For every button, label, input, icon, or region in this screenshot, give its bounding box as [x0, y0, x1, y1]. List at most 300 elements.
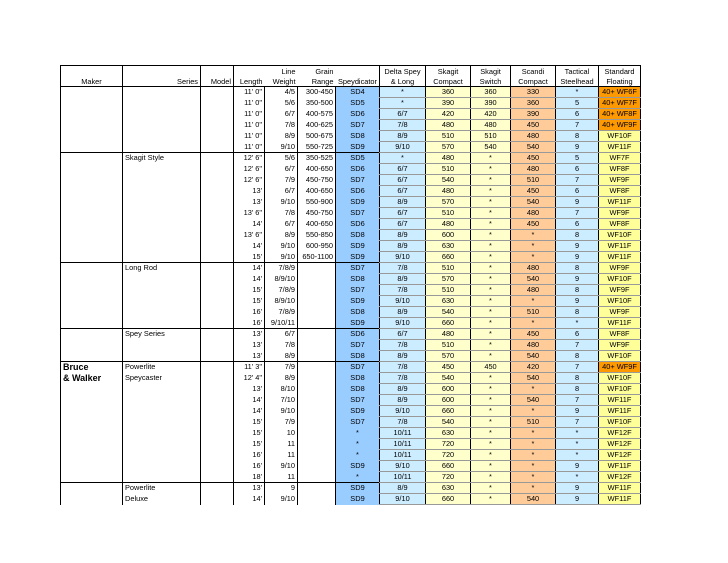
series-cell [123, 131, 201, 142]
scandi-compact-cell: 540 [511, 395, 556, 406]
header-grain-range: Range [298, 76, 336, 87]
header-scandi-compact-top: Scandi [511, 66, 556, 77]
scandi-compact-cell: 420 [511, 362, 556, 373]
speydicator-cell: SD8 [336, 351, 380, 362]
weight-cell: 8/9/10 [265, 296, 298, 307]
speydicator-cell: SD9 [336, 241, 380, 252]
delta-spey-cell: 8/9 [380, 395, 426, 406]
weight-cell: 6/7 [265, 164, 298, 175]
tactical-cell: 8 [556, 263, 599, 274]
table-row [61, 450, 641, 461]
standard-floating-cell: WF11F [599, 241, 641, 252]
weight-cell: 11 [265, 450, 298, 461]
weight-cell: 8/9/10 [265, 274, 298, 285]
scandi-compact-cell: 540 [511, 373, 556, 384]
delta-spey-cell: 10/11 [380, 450, 426, 461]
tactical-cell: 5 [556, 98, 599, 109]
skagit-compact-cell: 510 [426, 340, 471, 351]
series-cell [123, 186, 201, 197]
model-cell [201, 208, 234, 219]
length-cell: 13' [234, 186, 265, 197]
grain-cell [298, 483, 336, 494]
standard-floating-cell: WF11F [599, 142, 641, 153]
maker-cell [61, 483, 123, 494]
skagit-switch-cell: * [471, 208, 511, 219]
length-cell: 14' [234, 274, 265, 285]
table-body [61, 87, 641, 505]
speydicator-cell: SD7 [336, 395, 380, 406]
tactical-cell: 8 [556, 131, 599, 142]
table-row [61, 417, 641, 428]
scandi-compact-cell: 540 [511, 197, 556, 208]
model-cell [201, 285, 234, 296]
table-row [61, 208, 641, 219]
length-cell: 15' [234, 285, 265, 296]
model-cell [201, 98, 234, 109]
skagit-compact-cell: 570 [426, 351, 471, 362]
skagit-compact-cell: 570 [426, 142, 471, 153]
maker-cell: Bruce [61, 362, 123, 373]
standard-floating-cell: WF11F [599, 395, 641, 406]
standard-floating-cell: WF11F [599, 494, 641, 505]
model-cell [201, 362, 234, 373]
grain-cell [298, 274, 336, 285]
delta-spey-cell: * [380, 98, 426, 109]
skagit-compact-cell: 540 [426, 307, 471, 318]
header-row-2 [61, 76, 641, 87]
length-cell: 15' [234, 417, 265, 428]
tactical-cell: * [556, 450, 599, 461]
series-cell: Long Rod [123, 263, 201, 274]
series-cell [123, 87, 201, 98]
length-cell: 12' 6" [234, 153, 265, 164]
skagit-switch-cell: 480 [471, 120, 511, 131]
skagit-switch-cell: * [471, 461, 511, 472]
skagit-compact-cell: 480 [426, 329, 471, 340]
scandi-compact-cell: 330 [511, 87, 556, 98]
skagit-switch-cell: 390 [471, 98, 511, 109]
scandi-compact-cell: * [511, 296, 556, 307]
skagit-compact-cell: 600 [426, 384, 471, 395]
speydicator-cell: SD9 [336, 461, 380, 472]
header-speydicator: Speydicator [336, 76, 380, 87]
header-tactical-steelhead: Steelhead [556, 76, 599, 87]
weight-cell: 7/8 [265, 208, 298, 219]
skagit-switch-cell: * [471, 450, 511, 461]
header-delta-spey-long: & Long [380, 76, 426, 87]
speydicator-cell: SD8 [336, 274, 380, 285]
table-row [61, 439, 641, 450]
weight-cell: 9/10 [265, 241, 298, 252]
table-row [61, 219, 641, 230]
table-row [61, 483, 641, 494]
skagit-compact-cell: 390 [426, 98, 471, 109]
skagit-switch-cell: * [471, 406, 511, 417]
skagit-switch-cell: * [471, 241, 511, 252]
length-cell: 14' [234, 494, 265, 505]
skagit-switch-cell: * [471, 417, 511, 428]
table-row [61, 120, 641, 131]
series-cell: Speycaster [123, 373, 201, 384]
scandi-compact-cell: 480 [511, 340, 556, 351]
tactical-cell: * [556, 428, 599, 439]
model-cell [201, 120, 234, 131]
tactical-cell: 7 [556, 417, 599, 428]
speydicator-cell: SD7 [336, 175, 380, 186]
standard-floating-cell: WF8F [599, 329, 641, 340]
model-cell [201, 373, 234, 384]
tactical-cell: 6 [556, 186, 599, 197]
grain-cell: 400-625 [298, 120, 336, 131]
header-skagit-switch-top: Skagit [471, 66, 511, 77]
skagit-switch-cell: * [471, 285, 511, 296]
maker-cell [61, 340, 123, 351]
skagit-switch-cell: * [471, 318, 511, 329]
model-cell [201, 274, 234, 285]
series-cell: Powerlite [123, 483, 201, 494]
header-length-top [234, 66, 265, 77]
tactical-cell: 7 [556, 395, 599, 406]
header-standard-floating-top: Standard [599, 66, 641, 77]
series-cell [123, 472, 201, 483]
tactical-cell: 9 [556, 241, 599, 252]
weight-cell: 7/8 [265, 120, 298, 131]
grain-cell [298, 395, 336, 406]
series-cell [123, 241, 201, 252]
maker-cell [61, 175, 123, 186]
speydicator-cell: SD8 [336, 307, 380, 318]
table-row [61, 131, 641, 142]
delta-spey-cell: 8/9 [380, 274, 426, 285]
skagit-compact-cell: 420 [426, 109, 471, 120]
scandi-compact-cell: * [511, 428, 556, 439]
skagit-compact-cell: 510 [426, 263, 471, 274]
tactical-cell: * [556, 439, 599, 450]
scandi-compact-cell: 450 [511, 219, 556, 230]
header-maker-top [61, 66, 123, 77]
grain-cell [298, 329, 336, 340]
length-cell: 16' [234, 450, 265, 461]
standard-floating-cell: WF11F [599, 461, 641, 472]
grain-cell: 500-675 [298, 131, 336, 142]
delta-spey-cell: 8/9 [380, 241, 426, 252]
length-cell: 16' [234, 307, 265, 318]
scandi-compact-cell: 540 [511, 274, 556, 285]
standard-floating-cell: WF9F [599, 340, 641, 351]
skagit-switch-cell: * [471, 351, 511, 362]
delta-spey-cell: * [380, 153, 426, 164]
scandi-compact-cell: * [511, 406, 556, 417]
standard-floating-cell: WF9F [599, 285, 641, 296]
delta-spey-cell: 9/10 [380, 252, 426, 263]
series-cell [123, 428, 201, 439]
skagit-compact-cell: 480 [426, 120, 471, 131]
maker-cell [61, 395, 123, 406]
skagit-compact-cell: 510 [426, 164, 471, 175]
skagit-compact-cell: 630 [426, 241, 471, 252]
length-cell: 15' [234, 252, 265, 263]
length-cell: 16' [234, 461, 265, 472]
tactical-cell: 6 [556, 219, 599, 230]
model-cell [201, 131, 234, 142]
standard-floating-cell: WF11F [599, 406, 641, 417]
scandi-compact-cell: 510 [511, 307, 556, 318]
standard-floating-cell: WF10F [599, 384, 641, 395]
grain-cell: 400-575 [298, 109, 336, 120]
length-cell: 15' [234, 439, 265, 450]
delta-spey-cell: 9/10 [380, 318, 426, 329]
skagit-compact-cell: 720 [426, 439, 471, 450]
weight-cell: 10 [265, 428, 298, 439]
skagit-switch-cell: * [471, 439, 511, 450]
length-cell: 13' [234, 351, 265, 362]
maker-cell [61, 252, 123, 263]
weight-cell: 9/10/11 [265, 318, 298, 329]
grain-cell [298, 384, 336, 395]
skagit-switch-cell: * [471, 428, 511, 439]
model-cell [201, 384, 234, 395]
skagit-compact-cell: 660 [426, 461, 471, 472]
weight-cell: 9/10 [265, 252, 298, 263]
model-cell [201, 252, 234, 263]
speydicator-cell: * [336, 439, 380, 450]
header-skagit-switch: Switch [471, 76, 511, 87]
tactical-cell: 9 [556, 461, 599, 472]
header-line-weight: Weight [265, 76, 298, 87]
standard-floating-cell: WF12F [599, 450, 641, 461]
tactical-cell: 6 [556, 329, 599, 340]
weight-cell: 7/9 [265, 417, 298, 428]
delta-spey-cell: 7/8 [380, 362, 426, 373]
length-cell: 11' 0" [234, 109, 265, 120]
delta-spey-cell: 8/9 [380, 197, 426, 208]
length-cell: 14' [234, 406, 265, 417]
skagit-compact-cell: 480 [426, 186, 471, 197]
skagit-switch-cell: * [471, 252, 511, 263]
delta-spey-cell: 8/9 [380, 307, 426, 318]
grain-cell: 550-725 [298, 142, 336, 153]
tactical-cell: 7 [556, 208, 599, 219]
scandi-compact-cell: 450 [511, 186, 556, 197]
scandi-compact-cell: * [511, 252, 556, 263]
header-skagit-compact: Compact [426, 76, 471, 87]
length-cell: 14' [234, 395, 265, 406]
speydicator-cell: SD8 [336, 373, 380, 384]
skagit-compact-cell: 630 [426, 483, 471, 494]
length-cell: 14' [234, 219, 265, 230]
maker-cell [61, 241, 123, 252]
model-cell [201, 450, 234, 461]
table-row [61, 98, 641, 109]
model-cell [201, 351, 234, 362]
model-cell [201, 219, 234, 230]
grain-cell: 400-650 [298, 164, 336, 175]
length-cell: 11' 0" [234, 120, 265, 131]
weight-cell: 7/8/9 [265, 307, 298, 318]
grain-cell [298, 296, 336, 307]
skagit-switch-cell: 540 [471, 142, 511, 153]
table-row [61, 241, 641, 252]
length-cell: 12' 6" [234, 175, 265, 186]
header-standard-floating: Floating [599, 76, 641, 87]
header-series-top [123, 66, 201, 77]
grain-cell: 550-850 [298, 230, 336, 241]
table-row [61, 142, 641, 153]
weight-cell: 8/9 [265, 351, 298, 362]
length-cell: 12' 4" [234, 373, 265, 384]
standard-floating-cell: 40+ WF9F [599, 362, 641, 373]
weight-cell: 5/6 [265, 153, 298, 164]
grain-cell: 350-500 [298, 98, 336, 109]
skagit-switch-cell: 360 [471, 87, 511, 98]
table-row [61, 351, 641, 362]
weight-cell: 4/5 [265, 87, 298, 98]
speydicator-cell: SD5 [336, 153, 380, 164]
length-cell: 13' [234, 197, 265, 208]
skagit-compact-cell: 570 [426, 274, 471, 285]
length-cell: 11' 0" [234, 98, 265, 109]
skagit-switch-cell: * [471, 164, 511, 175]
model-cell [201, 472, 234, 483]
grain-cell [298, 428, 336, 439]
scandi-compact-cell: * [511, 384, 556, 395]
grain-cell [298, 351, 336, 362]
table-row [61, 274, 641, 285]
grain-cell [298, 373, 336, 384]
weight-cell: 11 [265, 439, 298, 450]
maker-cell [61, 153, 123, 164]
model-cell [201, 406, 234, 417]
model-cell [201, 164, 234, 175]
delta-spey-cell: 7/8 [380, 340, 426, 351]
standard-floating-cell: WF7F [599, 153, 641, 164]
skagit-compact-cell: 510 [426, 131, 471, 142]
skagit-switch-cell: * [471, 494, 511, 505]
length-cell: 13' [234, 329, 265, 340]
scandi-compact-cell: * [511, 472, 556, 483]
series-cell [123, 208, 201, 219]
model-cell [201, 494, 234, 505]
table-row [61, 175, 641, 186]
tactical-cell: * [556, 472, 599, 483]
header-length: Length [234, 76, 265, 87]
table-row [61, 153, 641, 164]
table-row [61, 362, 641, 373]
model-cell [201, 318, 234, 329]
tactical-cell: 7 [556, 120, 599, 131]
length-cell: 18' [234, 472, 265, 483]
length-cell: 13' 6" [234, 208, 265, 219]
scandi-compact-cell: 480 [511, 164, 556, 175]
speydicator-cell: SD7 [336, 340, 380, 351]
tactical-cell: 8 [556, 373, 599, 384]
maker-cell [61, 428, 123, 439]
speydicator-cell: SD9 [336, 494, 380, 505]
speydicator-cell: SD7 [336, 362, 380, 373]
delta-spey-cell: 10/11 [380, 428, 426, 439]
tactical-cell: 9 [556, 483, 599, 494]
model-cell [201, 263, 234, 274]
model-cell [201, 87, 234, 98]
length-cell: 15' [234, 296, 265, 307]
maker-cell [61, 450, 123, 461]
weight-cell: 8/10 [265, 384, 298, 395]
skagit-switch-cell: * [471, 384, 511, 395]
scandi-compact-cell: * [511, 318, 556, 329]
delta-spey-cell: 6/7 [380, 208, 426, 219]
weight-cell: 7/10 [265, 395, 298, 406]
header-skagit-compact-top: Skagit [426, 66, 471, 77]
maker-cell [61, 197, 123, 208]
tactical-cell: 9 [556, 494, 599, 505]
skagit-compact-cell: 630 [426, 428, 471, 439]
delta-spey-cell: * [380, 87, 426, 98]
skagit-switch-cell: 450 [471, 362, 511, 373]
tactical-cell: 8 [556, 351, 599, 362]
standard-floating-cell: WF10F [599, 417, 641, 428]
maker-cell [61, 351, 123, 362]
maker-cell [61, 87, 123, 98]
table-row [61, 395, 641, 406]
series-cell: Deluxe [123, 494, 201, 505]
delta-spey-cell: 9/10 [380, 142, 426, 153]
header-scandi-compact: Compact [511, 76, 556, 87]
speydicator-cell: SD6 [336, 186, 380, 197]
model-cell [201, 439, 234, 450]
table-row [61, 428, 641, 439]
maker-cell [61, 384, 123, 395]
standard-floating-cell: 40+ WF7F [599, 98, 641, 109]
series-cell [123, 406, 201, 417]
series-cell: Powerlite [123, 362, 201, 373]
grain-cell [298, 494, 336, 505]
maker-cell [61, 98, 123, 109]
scandi-compact-cell: 480 [511, 208, 556, 219]
delta-spey-cell: 10/11 [380, 472, 426, 483]
grain-cell [298, 461, 336, 472]
series-cell [123, 384, 201, 395]
skagit-compact-cell: 660 [426, 406, 471, 417]
skagit-switch-cell: * [471, 373, 511, 384]
maker-cell [61, 120, 123, 131]
maker-cell [61, 131, 123, 142]
table-row [61, 406, 641, 417]
maker-cell [61, 142, 123, 153]
table-row [61, 494, 641, 505]
model-cell [201, 241, 234, 252]
series-cell [123, 252, 201, 263]
grain-cell: 450-750 [298, 208, 336, 219]
series-cell [123, 164, 201, 175]
header-row-1 [61, 66, 641, 77]
standard-floating-cell: WF10F [599, 351, 641, 362]
weight-cell: 6/7 [265, 109, 298, 120]
tactical-cell: 7 [556, 175, 599, 186]
header-tactical-steelhead-top: Tactical [556, 66, 599, 77]
scandi-compact-cell: 540 [511, 351, 556, 362]
length-cell: 11' 3" [234, 362, 265, 373]
standard-floating-cell: 40+ WF9F [599, 120, 641, 131]
weight-cell: 9/10 [265, 461, 298, 472]
maker-cell [61, 472, 123, 483]
skagit-compact-cell: 480 [426, 153, 471, 164]
maker-cell [61, 318, 123, 329]
series-cell: Skagit Style [123, 153, 201, 164]
weight-cell: 5/6 [265, 98, 298, 109]
table-row [61, 329, 641, 340]
delta-spey-cell: 7/8 [380, 285, 426, 296]
model-cell [201, 153, 234, 164]
